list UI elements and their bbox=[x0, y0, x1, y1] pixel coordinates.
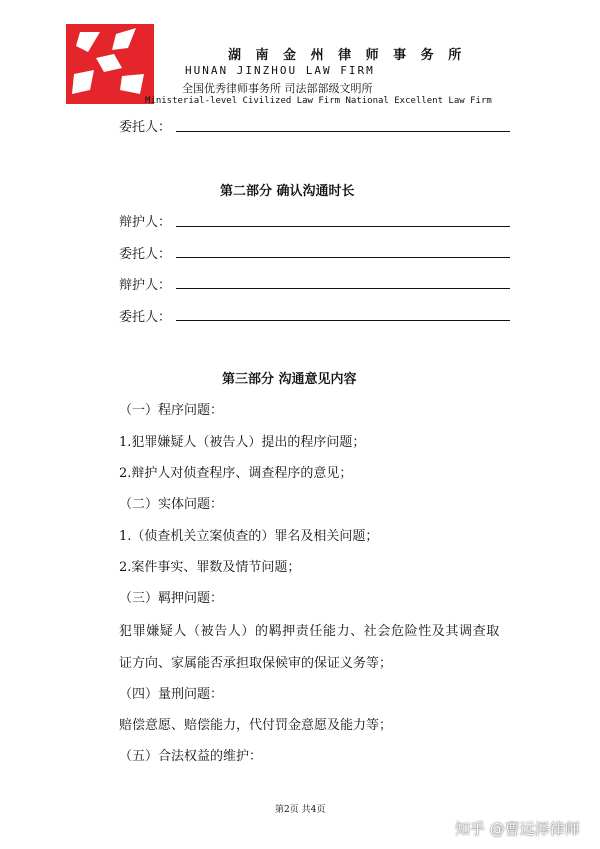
section-heading: （二）实体问题： bbox=[119, 497, 224, 512]
list-item: 1.（侦查机关立案侦查的）罪名及相关问题； bbox=[119, 529, 379, 544]
client-field-label: 委托人： bbox=[119, 310, 172, 325]
paragraph-line: 赔偿意愿、赔偿能力，代付罚金意愿及能力等； bbox=[119, 718, 393, 733]
firm-honor-en: Ministerial-level Civilized Law Firm National Excellent Law Firm bbox=[145, 96, 492, 106]
firm-name-en: HUNAN JINZHOU LAW FIRM bbox=[185, 64, 375, 77]
zhihu-watermark: 知乎 @曹远泽律师 bbox=[455, 820, 580, 838]
list-item: 1.犯罪嫌疑人（被告人）提出的程序问题； bbox=[119, 435, 366, 450]
part3-title: 第三部分 沟通意见内容 bbox=[222, 372, 357, 387]
list-item: 2.辩护人对侦查程序、调查程序的意见； bbox=[119, 466, 353, 481]
client-field-label: 委托人： bbox=[119, 120, 172, 135]
firm-honor-cn: 全国优秀律师事务所 司法部部级文明所 bbox=[182, 82, 373, 95]
client-field-label: 委托人： bbox=[119, 247, 172, 262]
paragraph-line: 犯罪嫌疑人（被告人）的羁押责任能力、社会危险性及其调查取 bbox=[119, 624, 500, 639]
paragraph-line: 证方向、家属能否承担取保候审的保证义务等； bbox=[119, 656, 393, 671]
client-field-line bbox=[176, 320, 510, 321]
defender-field-label: 辩护人： bbox=[119, 278, 172, 293]
client-field-line bbox=[176, 131, 510, 132]
list-item: 2.案件事实、罪数及情节问题； bbox=[119, 560, 301, 575]
part2-title: 第二部分 确认沟通时长 bbox=[220, 184, 355, 199]
section-heading: （四）量刑问题： bbox=[119, 687, 224, 702]
defender-field-line bbox=[176, 288, 510, 289]
client-field-line bbox=[176, 257, 510, 258]
defender-field-label: 辩护人： bbox=[119, 215, 172, 230]
firm-name-cn: 湖 南 金 州 律 师 事 务 所 bbox=[228, 48, 467, 63]
defender-field-line bbox=[176, 226, 510, 227]
firm-logo bbox=[66, 24, 154, 104]
section-heading: （一）程序问题： bbox=[119, 403, 224, 418]
page-number: 第2页 共4页 bbox=[275, 805, 326, 815]
section-heading: （三）羁押问题： bbox=[119, 591, 224, 606]
section-heading: （五）合法权益的维护： bbox=[119, 749, 263, 764]
